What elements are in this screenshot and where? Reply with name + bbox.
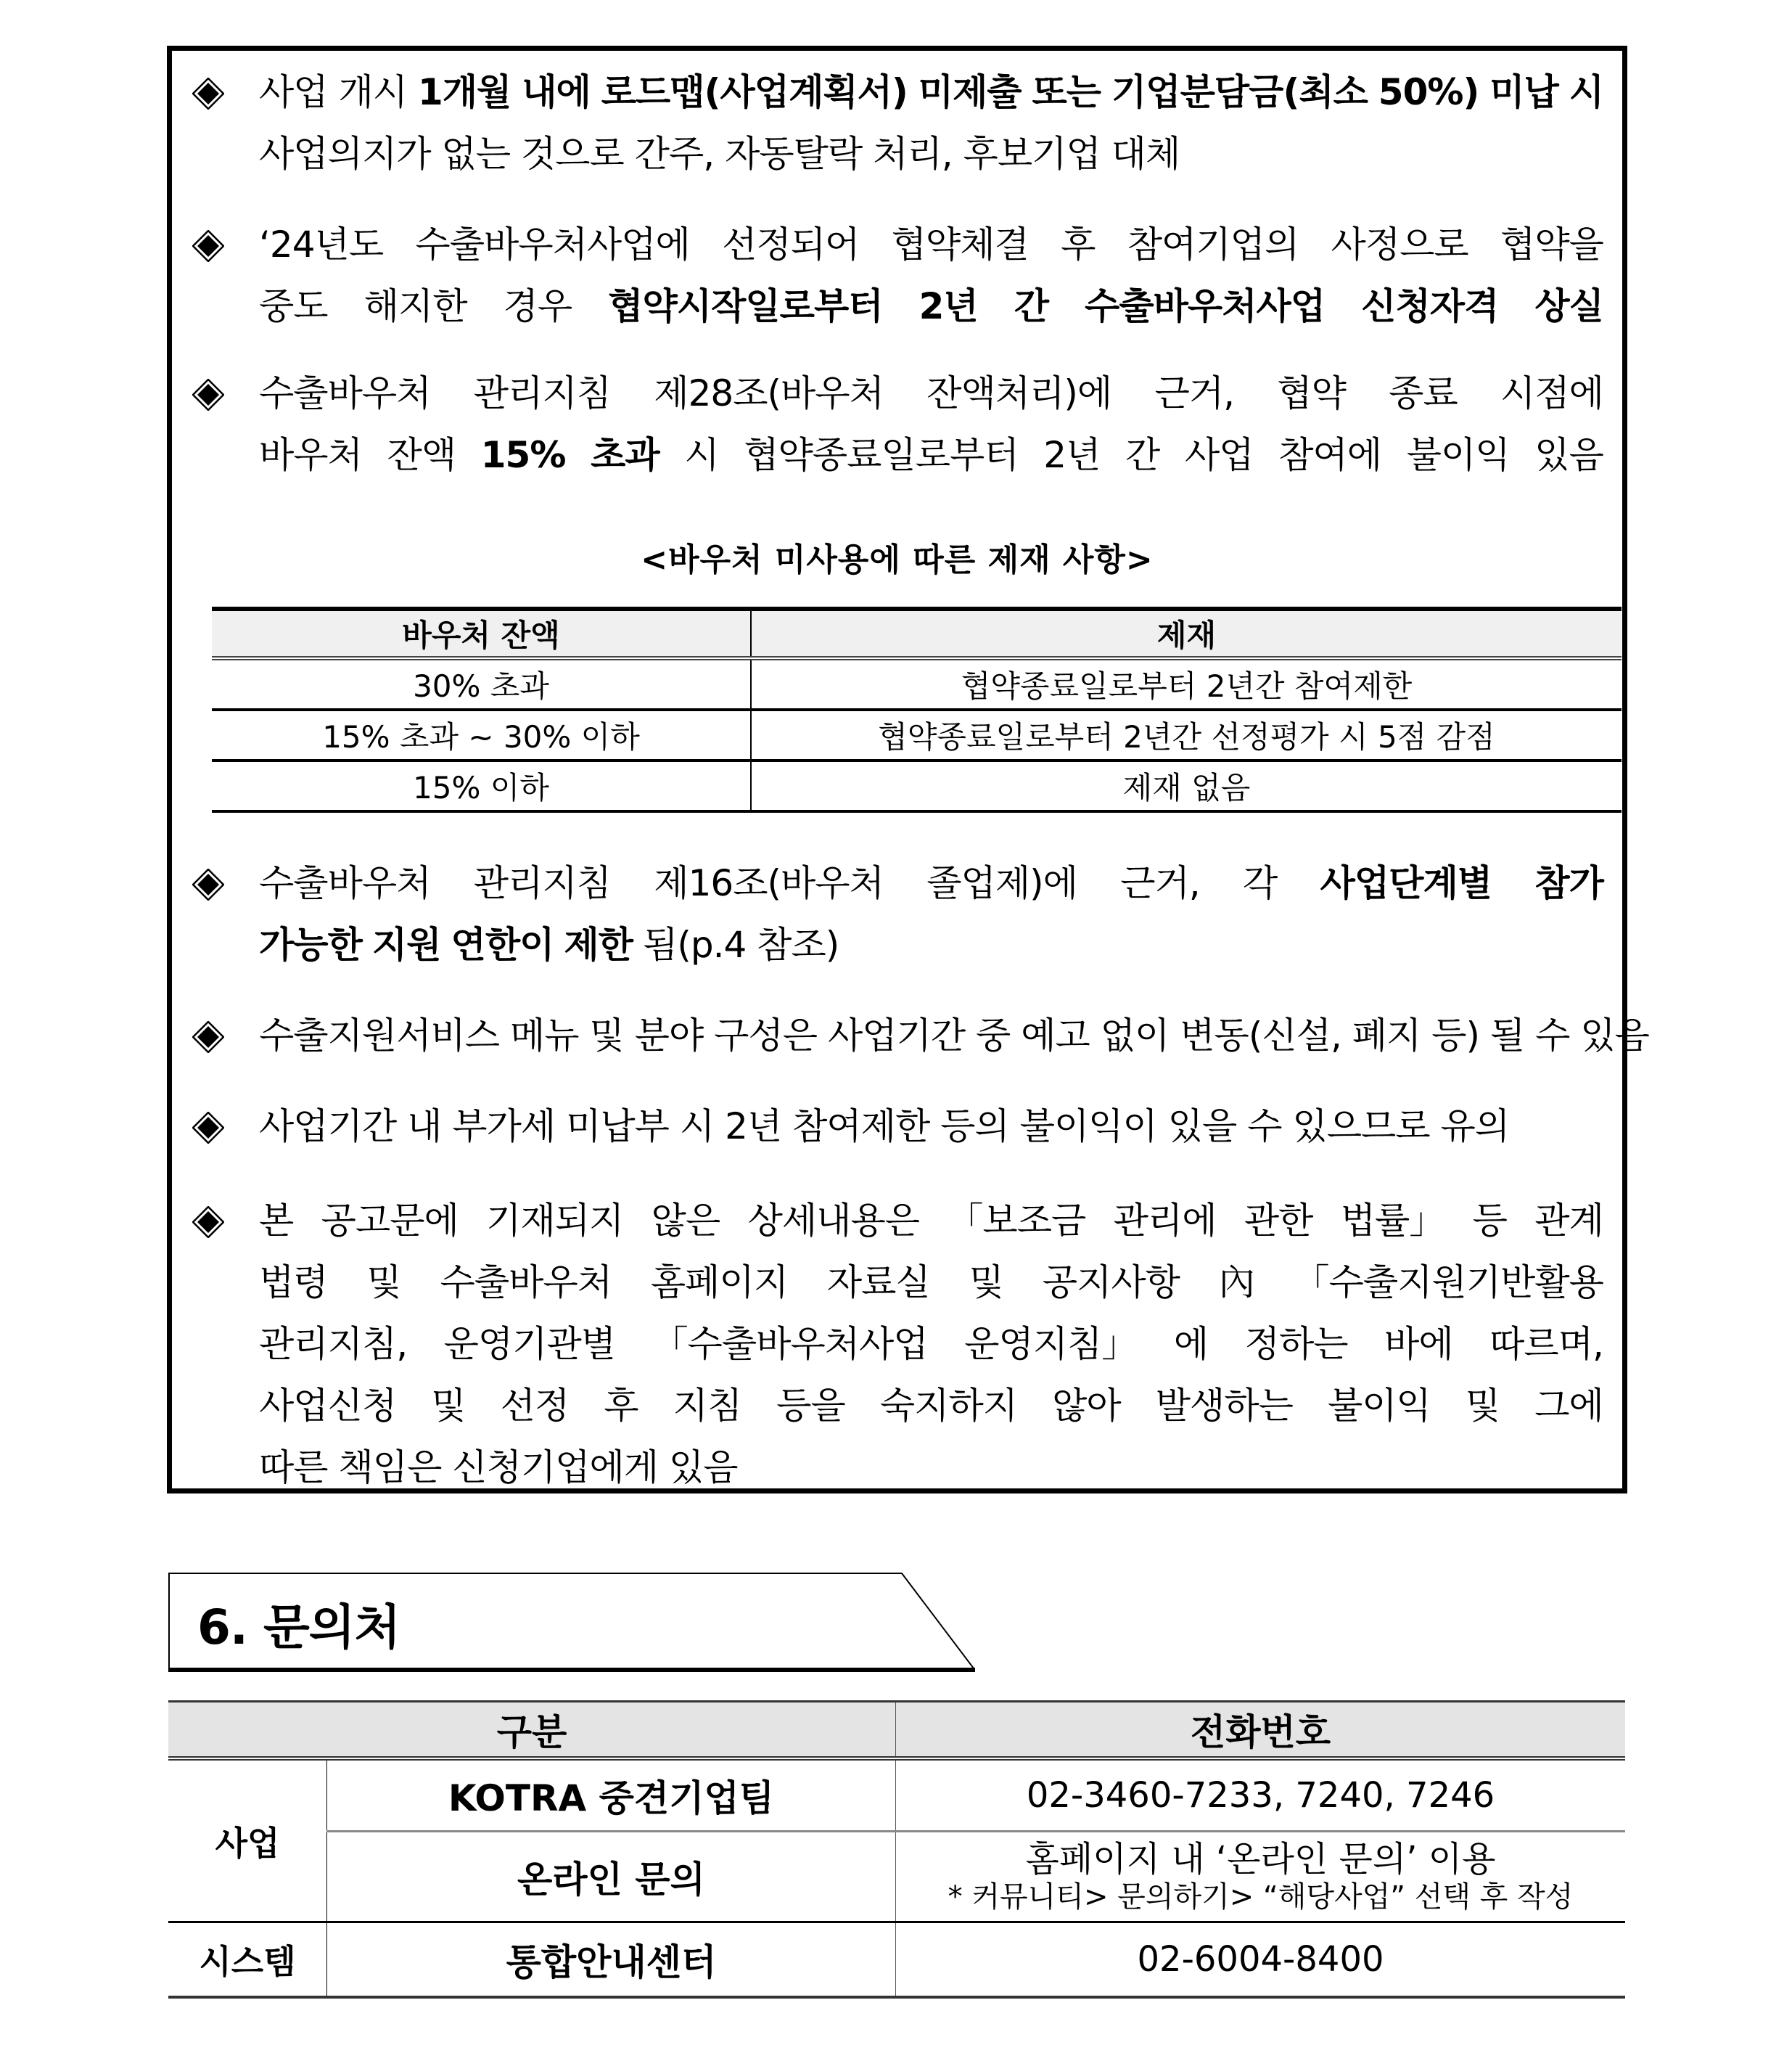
- bullet-text: 사업의지가 없는 것으로 간주, 자동탈락 처리, 후보기업 대체: [259, 133, 1180, 175]
- bullet-text: 해지한: [363, 285, 467, 327]
- bullet-text: 신청자격: [1361, 285, 1499, 327]
- bullet-line: [192, 363, 1603, 425]
- bullet-text: 15%: [480, 434, 566, 476]
- bullet-text: 종료: [1389, 372, 1458, 414]
- sanction-cell: 제재 없음: [751, 761, 1622, 811]
- notice-bullet: [192, 1096, 1603, 1157]
- bullet-text: 제16조(바우처: [654, 862, 884, 904]
- bullet-text: 발생하는: [1155, 1385, 1293, 1427]
- online-inquiry-note: * 커뮤니티> 문의하기> “해당사업” 선택 후 작성: [948, 1880, 1574, 1914]
- bullet-text: 연한이: [451, 924, 554, 966]
- bullet-text: 관리에: [1113, 1200, 1217, 1242]
- bullet-text: 따르며,: [1489, 1323, 1603, 1365]
- bullet-text: 수출지원서비스 메뉴 및 분야 구성은 사업기간 중 예고 없이 변동(신설, 폐지 등) 될 수 있음: [259, 1015, 1649, 1057]
- contact-name-cell: 온라인 문의: [327, 1832, 896, 1922]
- bullet-text: ‘24년도: [259, 224, 384, 266]
- bullet-text: 법령: [259, 1261, 328, 1303]
- bullet-line: [192, 853, 1603, 914]
- bullet-text: 참여기업의: [1127, 224, 1299, 266]
- column-header-category: 구분: [168, 1702, 896, 1759]
- bullet-text: 상실: [1534, 285, 1603, 327]
- bullet-text: 후: [1061, 224, 1096, 266]
- diamond-bullet-icon: [192, 230, 224, 262]
- bullet-text: 중도: [259, 285, 328, 327]
- diamond-bullet-icon: [192, 379, 224, 411]
- sanction-cell: 협약종료일로부터 2년간 참여제한: [751, 658, 1622, 710]
- bullet-text: 공지사항: [1042, 1261, 1180, 1303]
- category-cell: 시스템: [168, 1922, 327, 1998]
- bullet-text: 운영기관별: [443, 1323, 616, 1365]
- bullet-text: 「수출바우처사업: [652, 1323, 928, 1365]
- bullet-text: 선정: [500, 1385, 570, 1427]
- phone-number: 02-6004-8400: [1137, 1939, 1384, 1980]
- notice-bullet: [192, 214, 1603, 337]
- column-header-voucher-balance: 바우처 잔액: [212, 609, 751, 658]
- sanction-table-header-row: [212, 609, 1622, 658]
- bullet-text: 않아: [1052, 1385, 1121, 1427]
- table-row: [212, 658, 1622, 710]
- bullet-text: 에: [1173, 1323, 1209, 1365]
- bullet-text: 초과: [591, 434, 659, 476]
- category-cell: 사업: [168, 1758, 327, 1922]
- bullet-text: 관리지침: [473, 372, 611, 414]
- bullet-text: 잔액처리)에: [926, 372, 1112, 414]
- bullet-text: 수출바우처: [440, 1261, 612, 1303]
- contact-table: [168, 1700, 1625, 1999]
- bullet-text: 협약시작일로부터: [608, 285, 883, 327]
- bullet-text: 있음: [1534, 434, 1603, 476]
- table-row: [168, 1922, 1625, 1998]
- bullet-text: 않은: [651, 1200, 720, 1242]
- column-header-phone: 전화번호: [896, 1702, 1626, 1759]
- notice-bullet: [192, 62, 1603, 185]
- bullet-text: 선정되어: [722, 224, 860, 266]
- bullet-text: 가능한: [259, 924, 362, 966]
- bullet-line: [192, 914, 1603, 976]
- bullet-text: 운영지침」: [964, 1323, 1138, 1365]
- bullet-line: [192, 1314, 1603, 1375]
- bullet-text: 됨(p.4 참조): [643, 924, 839, 966]
- phone-number: 02-3460-7233, 7240, 7246: [1026, 1775, 1495, 1816]
- bullet-line: [192, 1252, 1603, 1314]
- bullet-text: 사업단계별: [1320, 862, 1492, 904]
- balance-cell: 30% 초과: [212, 658, 751, 710]
- bullet-text: 관리지침: [473, 862, 611, 904]
- bullet-text: 사업신청: [259, 1385, 397, 1427]
- bullet-line: [192, 123, 1603, 185]
- contact-table-header-row: [168, 1702, 1625, 1759]
- bullet-text: 및: [366, 1261, 401, 1303]
- phone-cell: [896, 1922, 1626, 1998]
- bullet-text: 내에: [522, 71, 591, 113]
- bullet-text: 관리지침,: [259, 1323, 408, 1365]
- bullet-text: 수출바우처: [259, 372, 431, 414]
- contact-name-cell: 통합안내센터: [327, 1922, 896, 1998]
- notice-box: [167, 46, 1649, 1493]
- bullet-text: 수출바우처사업: [1085, 285, 1325, 327]
- column-header-sanction: 제재: [751, 609, 1622, 658]
- bullet-text: 졸업제)에: [926, 862, 1077, 904]
- bullet-text: 관한: [1244, 1200, 1313, 1242]
- diamond-bullet-icon: [192, 78, 224, 110]
- bullet-text: 시: [1569, 71, 1603, 113]
- bullet-text: 미제출: [918, 71, 1022, 113]
- table-row: [168, 1758, 1625, 1832]
- bullet-text: 지원: [371, 924, 441, 966]
- bullet-text: 시: [684, 434, 719, 476]
- bullet-line: [192, 62, 1603, 123]
- balance-cell: 15% 초과 ~ 30% 이하: [212, 710, 751, 761]
- notice-bullet: [192, 1005, 1649, 1067]
- bullet-text: 1개월: [417, 71, 511, 113]
- diamond-bullet-icon: [192, 1112, 224, 1144]
- bullet-text: 시점에: [1500, 372, 1603, 414]
- bullet-text: 50%): [1378, 71, 1479, 113]
- bullet-text: 사업: [1184, 434, 1254, 476]
- bullet-text: 법률」: [1340, 1200, 1445, 1242]
- bullet-text: 간: [1014, 285, 1049, 327]
- bullet-text: 또는: [1032, 71, 1101, 113]
- bullet-text: 「보조금: [947, 1200, 1086, 1242]
- bullet-text: 사업기간 내 부가세 미납부 시 2년 참여제한 등의 불이익이 있을 수 있으므로 유의: [259, 1105, 1510, 1147]
- diamond-bullet-icon: [192, 1206, 224, 1238]
- bullet-text: 수출바우처: [259, 862, 431, 904]
- bullet-text: 2년: [918, 285, 978, 327]
- online-inquiry-text: 홈페이지 내 ‘온라인 문의’ 이용: [1025, 1839, 1496, 1880]
- bullet-text: 근거,: [1120, 862, 1200, 904]
- phone-cell: [896, 1758, 1626, 1832]
- balance-cell: 15% 이하: [212, 761, 751, 811]
- bullet-text: 근거,: [1154, 372, 1234, 414]
- bullet-text: 미납: [1489, 71, 1558, 113]
- bullet-text: 숙지하지: [879, 1385, 1018, 1427]
- table-row: [168, 1832, 1625, 1922]
- table-row: [212, 710, 1622, 761]
- bullet-text: 및: [969, 1261, 1003, 1303]
- diamond-bullet-icon: [192, 869, 224, 901]
- bullet-text: 협약: [1277, 372, 1346, 414]
- bullet-text: 사업: [259, 71, 328, 113]
- bullet-text: 정하는: [1244, 1323, 1348, 1365]
- bullet-text: 바에: [1384, 1323, 1453, 1365]
- section-title: 6. 문의처: [197, 1599, 400, 1655]
- bullet-text: 참여에: [1278, 434, 1382, 476]
- bullet-text: 지침: [673, 1385, 742, 1427]
- bullet-text: 공고문에: [321, 1200, 459, 1242]
- bullet-text: 로드맵(사업계획서): [601, 71, 908, 113]
- bullet-text: 기업분담금(최소: [1111, 71, 1368, 113]
- bullet-text: 경우: [503, 285, 572, 327]
- bullet-text: 각: [1242, 862, 1278, 904]
- bullet-text: 간: [1125, 434, 1160, 476]
- bullet-text: 등: [1472, 1200, 1507, 1242]
- bullet-line: [192, 425, 1603, 486]
- bullet-text: 불이익: [1406, 434, 1510, 476]
- bullet-text: 제28조(바우처: [654, 372, 884, 414]
- bullet-text: 개시: [338, 71, 408, 113]
- bullet-text: 그에: [1534, 1385, 1603, 1427]
- bullet-text: 內: [1218, 1261, 1254, 1303]
- bullet-text: 및: [431, 1385, 466, 1427]
- bullet-text: 제한: [564, 924, 633, 966]
- bullet-text: 후: [604, 1385, 638, 1427]
- bullet-text: 홈페이지: [650, 1261, 789, 1303]
- bullet-line: [192, 1005, 1649, 1067]
- notice-bullet: [192, 363, 1603, 486]
- bullet-line: [192, 1437, 1603, 1499]
- section-heading: [168, 1573, 975, 1673]
- sanction-table: [212, 607, 1622, 813]
- bullet-text: 및: [1465, 1385, 1500, 1427]
- bullet-text: 잔액: [387, 434, 456, 476]
- bullet-text: 상세내용은: [747, 1200, 920, 1242]
- bullet-text: 바우처: [259, 434, 362, 476]
- notice-bullet: [192, 853, 1603, 976]
- bullet-text: 관계: [1534, 1200, 1603, 1242]
- bullet-text: 본: [259, 1200, 294, 1242]
- bullet-line: [192, 1096, 1603, 1157]
- bullet-line: [192, 276, 1603, 337]
- bullet-text: 불이익: [1327, 1385, 1431, 1427]
- bullet-line: [192, 1375, 1603, 1437]
- bullet-text: 2년: [1043, 434, 1101, 476]
- contact-name-cell: KOTRA 중견기업팀: [327, 1758, 896, 1832]
- bullet-text: 수출바우처사업에: [415, 224, 690, 266]
- bullet-text: 참가: [1534, 862, 1603, 904]
- phone-cell: [896, 1832, 1626, 1922]
- bullet-text: 「수출지원기반활용: [1293, 1261, 1603, 1303]
- bullet-text: 협약을: [1500, 224, 1603, 266]
- bullet-line: [192, 1190, 1603, 1252]
- bullet-line: [192, 214, 1603, 276]
- sanction-cell: 협약종료일로부터 2년간 선정평가 시 5점 감점: [751, 710, 1622, 761]
- sanction-table-caption: <바우처 미사용에 따른 제재 사항>: [641, 541, 1154, 578]
- bullet-text: 협약종료일로부터: [744, 434, 1019, 476]
- bullet-text: 따른 책임은 신청기업에게 있음: [259, 1446, 738, 1488]
- diamond-bullet-icon: [192, 1021, 224, 1053]
- bullet-text: 기재되지: [486, 1200, 624, 1242]
- notice-bullet: [192, 1190, 1603, 1499]
- bullet-text: 사정으로: [1331, 224, 1468, 266]
- bullet-text: 자료실: [826, 1261, 930, 1303]
- table-row: [212, 761, 1622, 811]
- bullet-text: 협약체결: [891, 224, 1029, 266]
- bullet-text: 등을: [776, 1385, 845, 1427]
